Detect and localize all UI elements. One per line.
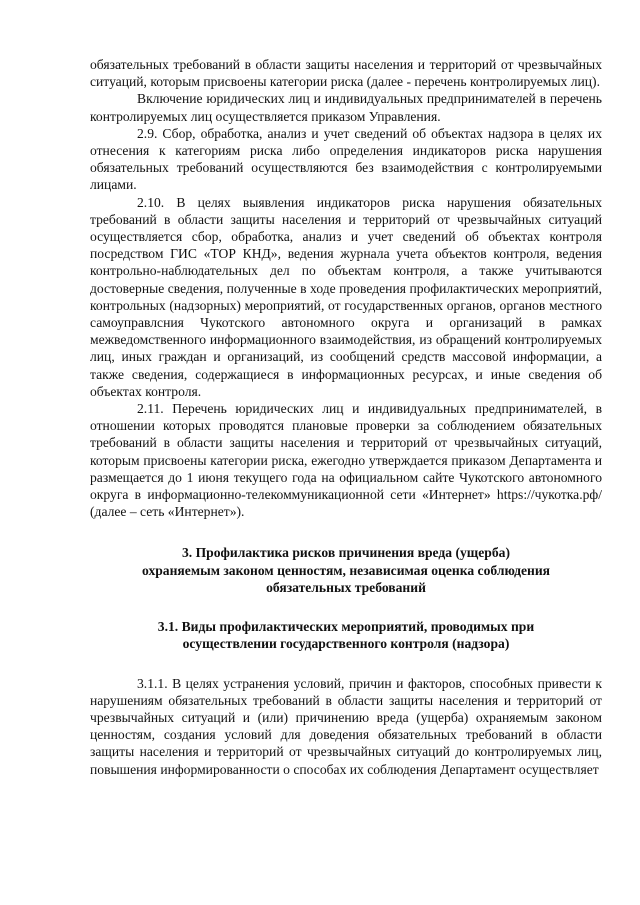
- section-3-1-heading: [90, 618, 602, 652]
- heading-line: 3. Профилактика рисков причинения вреда (ущерба): [182, 545, 510, 561]
- document-page: [90, 56, 602, 778]
- section-3-heading: [90, 544, 602, 596]
- paragraph-inclusion: Включение юридических лиц и индивидуальных предпринимателей в перечень контролируемых лиц осуществляется приказом Управления.: [90, 91, 602, 124]
- heading-line: 3.1. Виды профилактических мероприятий, проводимых при: [157, 619, 535, 635]
- paragraph-continuation: обязательных требований в области защиты населения и территорий от чрезвычайных ситуаций, которым присвоены категории риска (далее - перечень контролируемых лиц).: [90, 57, 602, 90]
- paragraph-2-9: 2.9. Сбор, обработка, анализ и учет сведений об объектах надзора в целях их отнесения к категориям риска либо определения индикаторов риска нарушения обязательных требований осуществляются без взаимодействия с контролируемыми лицами.: [90, 125, 602, 193]
- heading-line: осуществлении государственного контроля (надзора): [182, 636, 510, 652]
- paragraph-2-10: 2.10. В целях выявления индикаторов риска нарушения обязательных требований в области защиты населения и территорий от чрезвычайных ситуаций осуществляется сбор, обработка, анализ и учет сведений об объектах контроля посредством ГИС «ТОР КНД», ведения журнала учета объектов контроля, ведения контрольно-наблюдательных дел по объектам контроля, а также учитываются достоверные сведения, полученные в ходе проведения профилактических мероприятий, контрольных (надзорных) мероприятий, от государственных органов, органов местного самоуправлсния Чукотского автономного округа и организаций в рамках межведомственного информационного взаимодействия, из обращений контролируемых лиц, иных граждан и организаций, из сообщений средств массовой информации, а также сведения, содержащиеся в информационных ресурсах, и иные сведения об объектах контроля.: [90, 194, 602, 399]
- heading-line: обязательных требований: [266, 579, 426, 595]
- heading-line: охраняемым законом ценностям, независимая оценка соблюдения: [141, 562, 551, 578]
- paragraph-2-11: 2.11. Перечень юридических лиц и индивидуальных предпринимателей, в отношении которых проводятся плановые проверки за соблюдением обязательных требований в области защиты населения и территорий от чрезвычайных ситуаций, которым присвоены категории риска, ежегодно утверждается приказом Департамента и размещается до 1 июня текущего года на официальном сайте Чукотского автономного округа в информационно-телекоммуникационной сети «Интернет» https://чукотка.рф/ (далее – сеть «Интернет»).: [90, 401, 602, 520]
- paragraph-3-1-1: 3.1.1. В целях устранения условий, причин и факторов, способных привести к нарушениям обязательных требований в области защиты населения и территорий от чрезвычайных ситуаций и (или) причинению вреда (ущерба) охраняемым законом ценностям, создания условий для доведения обязательных требований в области защиты населения и территорий от чрезвычайных ситуаций до контролируемых лиц, повышения информированности о способах их соблюдения Департамент осуществляет: [90, 675, 602, 777]
